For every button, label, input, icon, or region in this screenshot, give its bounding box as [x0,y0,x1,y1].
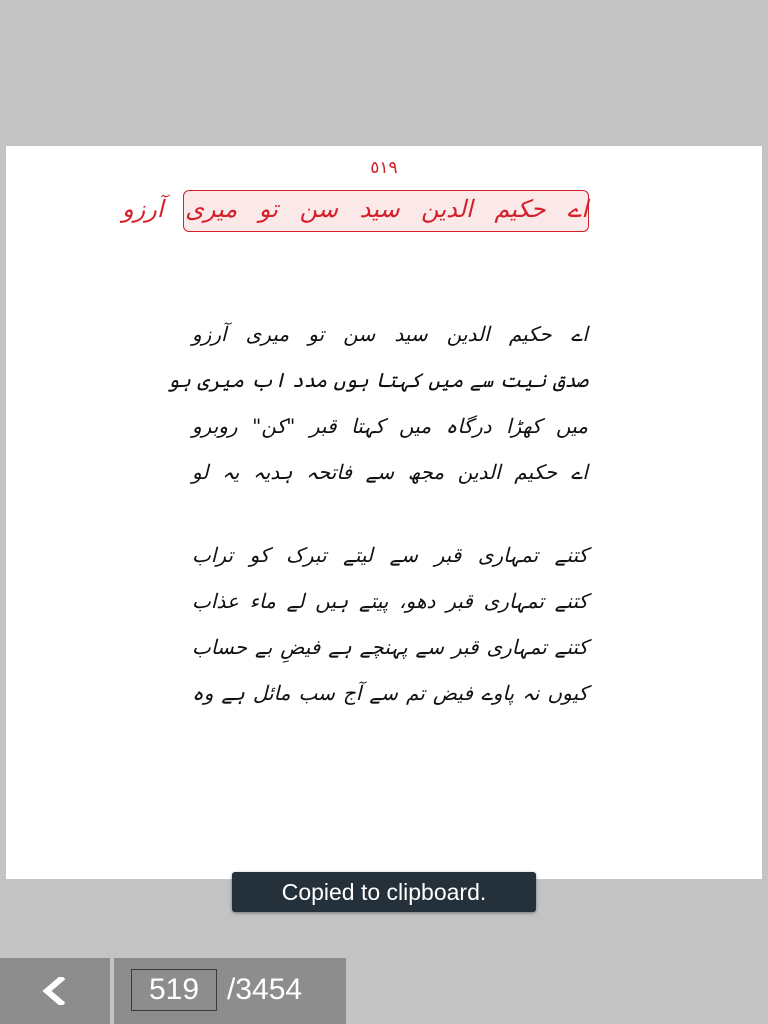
back-button[interactable] [0,958,110,1024]
verse-line: کتنے تمہاری قبر سے پہنچے ہے فیضِ بے حساب [192,635,588,659]
bottom-navigation-bar [0,958,346,1024]
poem-title: اے حکیم الدین سید سن تو میری آرزو [122,195,588,223]
page-number: ٥١٩ [370,158,398,178]
copied-toast: Copied to clipboard. [232,872,536,912]
verse-line: صدق نیت سے میں کہتا ہوں مدد اب میری ہو [167,368,588,392]
verse-line: اے حکیم الدین سید سن تو میری آرزو [192,322,588,346]
verse-line: کیوں نہ پاوے فیض تم سے آج سب مائل ہے وہ [192,681,588,705]
poem-title-box [122,190,589,232]
verse-line: کتنے تمہاری قبر سے لیتے تبرک کو تراب [192,543,588,567]
page-navigator [114,958,346,1024]
verse-line: اے حکیم الدین مجھ سے فاتحہ ہدیہ یہ لو [192,460,588,484]
book-page [6,146,762,879]
total-pages-label: /3454 [227,973,303,1006]
verse-line: میں کھڑا درگاہ میں کہتا قبر "کن" روبرو [192,414,588,438]
chevron-left-icon [41,977,67,1005]
page-number-input[interactable] [131,969,217,1011]
verse-line: کتنے تمہاری قبر دھو، پیتے ہیں لے ماء عذاب [192,589,588,613]
